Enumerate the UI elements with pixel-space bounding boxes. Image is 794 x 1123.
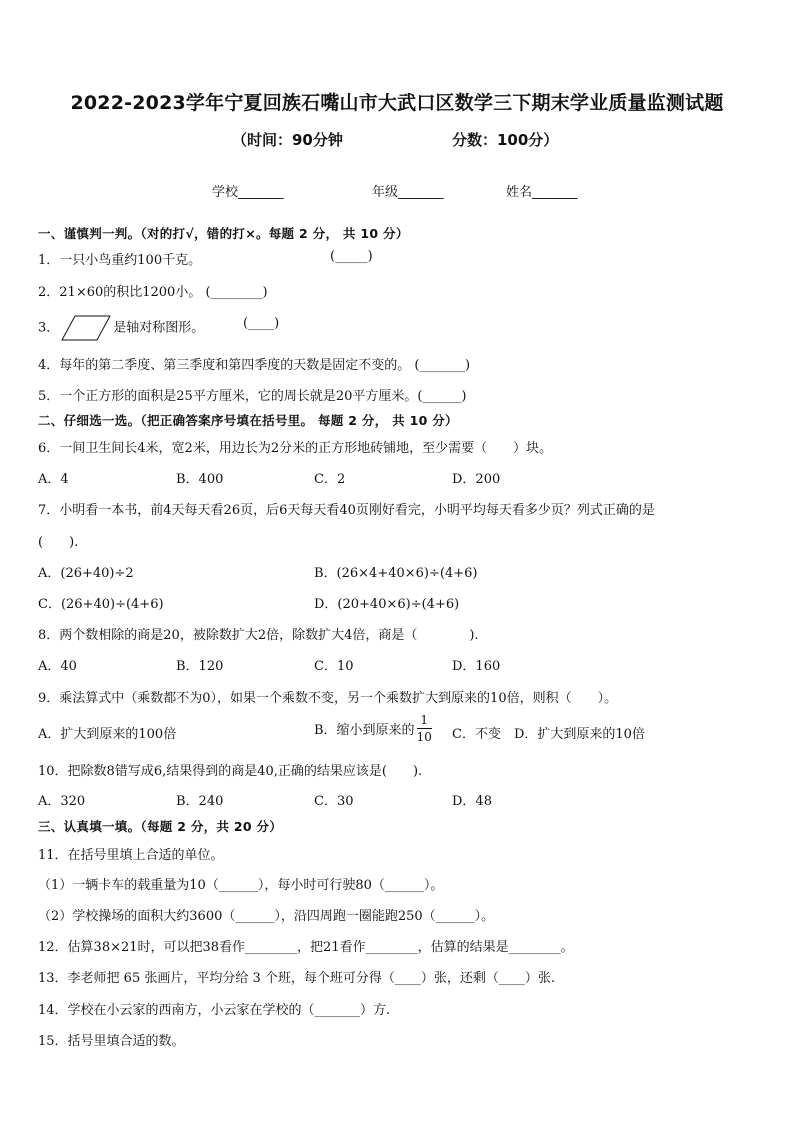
question-3-blank[interactable]: (____) [243, 316, 280, 331]
q6-option-b[interactable]: B．400 [176, 472, 224, 487]
q9-option-a[interactable]: A．扩大到原来的100倍 [38, 727, 177, 742]
question-8: 8．两个数相除的商是20，被除数扩大2倍，除数扩大4倍，商是（ ). [38, 628, 479, 643]
question-12: 12．估算38×21时，可以把38看作________，把21看作________，估算的结果是________。 [38, 940, 574, 955]
fraction-denominator: 10 [416, 730, 432, 744]
question-3-text: 是轴对称图形。 [113, 320, 205, 336]
grade-field[interactable]: 年级_______ [372, 185, 444, 200]
question-11-part-2: （2）学校操场的面积大约3600（______），沿四周跑一圈能跑250（______）。 [38, 909, 495, 924]
question-3 [38, 315, 204, 341]
question-15: 15．括号里填合适的数。 [38, 1034, 185, 1049]
question-1-blank[interactable]: (_____) [330, 249, 373, 264]
q9-option-c-d[interactable]: C．不变 D．扩大到原来的10倍 [452, 727, 645, 742]
page-title: 2022-2023学年宁夏回族石嘴山市大武口区数学三下期末学业质量监测试题 [70, 92, 724, 114]
q10-option-d[interactable]: D．48 [452, 794, 492, 809]
q7-option-b[interactable]: B．(26×4+40×6)÷(4+6) [314, 566, 478, 581]
question-4: 4．每年的第二季度、第三季度和第四季度的天数是固定不变的。 (_______) [38, 358, 471, 373]
q9-option-b[interactable] [314, 714, 434, 743]
question-14: 14．学校在小云家的西南方，小云家在学校的（_______）方. [38, 1003, 391, 1018]
question-3-number: 3． [38, 320, 60, 336]
q9-option-b-label: B．缩小到原来的 [314, 723, 415, 738]
question-10: 10．把除数8错写成6,结果得到的商是40,正确的结果应该是( ). [38, 764, 423, 779]
question-1: 1．一只小鸟重约100千克。 [38, 253, 202, 268]
section-3-heading: 三、认真填一填。（每题 2 分，共 20 分） [38, 819, 283, 834]
parallelogram-figure [61, 315, 111, 341]
question-13: 13．李老师把 65 张画片，平均分给 3 个班，每个班可分得（____）张，还剩（____）张. [38, 971, 556, 986]
q6-option-a[interactable]: A．4 [38, 472, 69, 487]
q8-option-b[interactable]: B．120 [176, 659, 224, 674]
q6-option-d[interactable]: D．200 [452, 472, 501, 487]
q10-option-b[interactable]: B．240 [176, 794, 224, 809]
q8-option-d[interactable]: D．160 [452, 659, 501, 674]
q7-option-c[interactable]: C．(26+40)÷(4+6) [38, 597, 164, 612]
one-tenth-fraction [417, 714, 432, 743]
section-1-heading: 一、谨慎判一判。（对的打√，错的打×。每题 2 分， 共 10 分） [38, 226, 409, 241]
q7-option-a[interactable]: A．(26+40)÷2 [38, 566, 134, 581]
q7-option-d[interactable]: D．(20+40×6)÷(4+6) [314, 597, 460, 612]
fraction-numerator: 1 [417, 714, 432, 729]
q8-option-c[interactable]: C．10 [314, 659, 354, 674]
q6-option-c[interactable]: C．2 [314, 472, 346, 487]
question-2: 2．21×60的积比1200小。 (________) [38, 285, 268, 300]
school-field[interactable]: 学校_______ [212, 185, 284, 200]
name-field[interactable]: 姓名_______ [506, 185, 578, 200]
question-11-part-1: （1）一辆卡车的载重量为10（______），每小时可行驶80（______）。 [38, 878, 444, 893]
question-5: 5．一个正方形的面积是25平方厘米，它的周长就是20平方厘米。(______) [38, 389, 467, 404]
question-7: 7．小明看一本书，前4天每天看26页，后6天每天看40页刚好看完，小明平均每天看多少页？列式正确的是 [38, 503, 655, 518]
q10-option-c[interactable]: C．30 [314, 794, 354, 809]
exam-time: （时间：90分钟 [232, 131, 343, 149]
q10-option-a[interactable]: A．320 [38, 794, 86, 809]
q8-option-a[interactable]: A．40 [38, 659, 77, 674]
question-6: 6．一间卫生间长4米，宽2米，用边长为2分米的正方形地砖铺地，至少需要（ ）块。 [38, 441, 553, 456]
question-7-blank[interactable]: ( ). [38, 535, 79, 550]
exam-score: 分数：100分） [452, 131, 559, 149]
question-9: 9．乘法算式中（乘数都不为0），如果一个乘数不变，另一个乘数扩大到原来的10倍，则积（ ）。 [38, 691, 618, 706]
section-2-heading: 二、仔细选一选。（把正确答案序号填在括号里。 每题 2 分， 共 10 分） [38, 413, 458, 428]
question-11: 11．在括号里填上合适的单位。 [38, 848, 224, 863]
